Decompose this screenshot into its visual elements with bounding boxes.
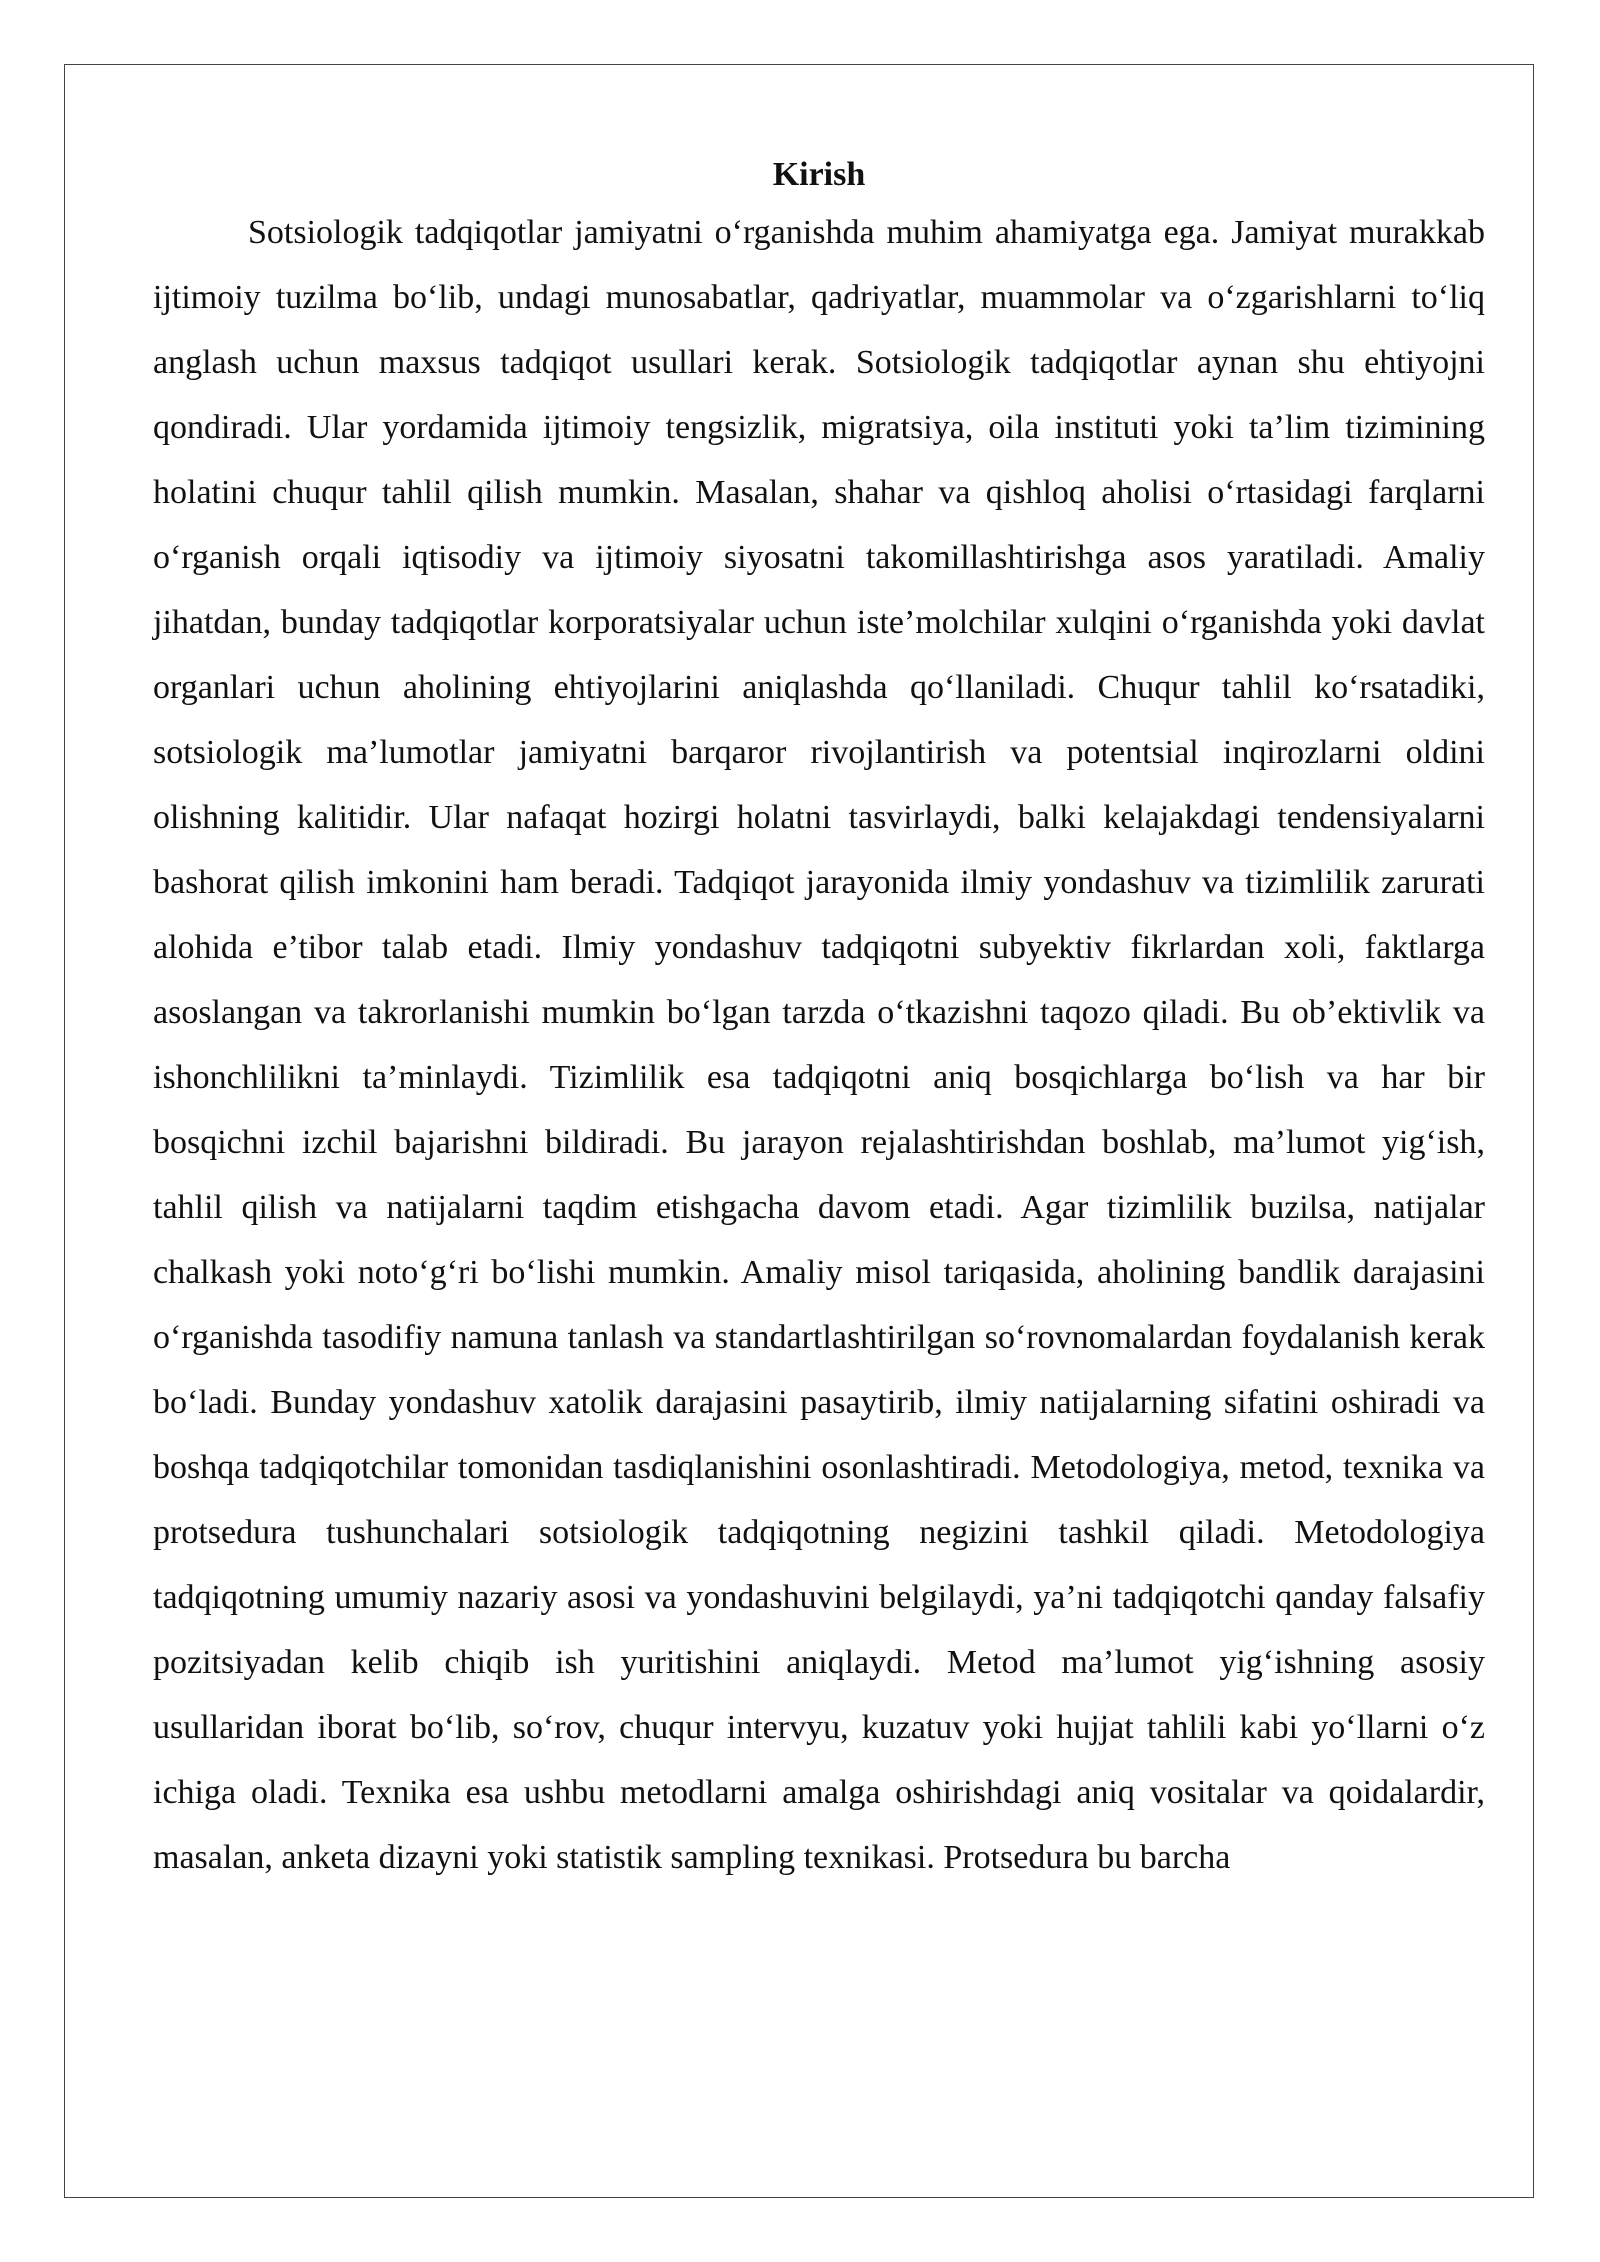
body-paragraph: Sotsiologik tadqiqotlar jamiyatni o‘rganishda muhim ahamiyatga ega. Jamiyat murakkab ijtimoiy tuzilma bo‘lib, undagi munosabatlar, qadriyatlar, muammolar va o‘zgarishlarni to‘liq anglash uchun maxsus tadqiqot usullari kerak. Sotsiologik tadqiqotlar aynan shu ehtiyojni qondiradi. Ular yordamida ijtimoiy tengsizlik, migratsiya, oila instituti yoki ta’lim tizimining holatini chuqur tahlil qilish mumkin. Masalan, shahar va qishloq aholisi o‘rtasidagi farqlarni o‘rganish orqali iqtisodiy va ijtimoiy siyosatni takomillashtirishga asos yaratiladi. Amaliy jihatdan, bunday tadqiqotlar korporatsiyalar uchun iste’molchilar xulqini o‘rganishda yoki davlat organlari uchun aholining ehtiyojlarini aniqlashda qo‘llaniladi. Chuqur tahlil ko‘rsatadiki, sotsiologik ma’lumotlar jamiyatni barqaror rivojlantirish va potentsial inqirozlarni oldini olishning kalitidir. Ular nafaqat hozirgi holatni tasvirlaydi, balki kelajakdagi tendensiyalarni bashorat qilish imkonini ham beradi. Tadqiqot jarayonida ilmiy yondashuv va tizimlilik zarurati alohida e’tibor talab etadi. Ilmiy yondashuv tadqiqotni subyektiv fikrlardan xoli, faktlarga asoslangan va takrorlanishi mumkin bo‘lgan tarzda o‘tkazishni taqozo qiladi. Bu ob’ektivlik va ishonchlilikni ta’minlaydi. Tizimlilik esa tadqiqotni aniq bosqichlarga bo‘lish va har bir bosqichni izchil bajarishni bildiradi. Bu jarayon rejalashtirishdan boshlab, ma’lumot yig‘ish, tahlil qilish va natijalarni taqdim etishgacha davom etadi. Agar tizimlilik buzilsa, natijalar chalkash yoki noto‘g‘ri bo‘lishi mumkin. Amaliy misol tariqasida, aholining bandlik darajasini o‘rganishda tasodifiy namuna tanlash va standartlashtirilgan so‘rovnomalardan foydalanish kerak bo‘ladi. Bunday yondashuv xatolik darajasini pasaytirib, ilmiy natijalarning sifatini oshiradi va boshqa tadqiqotchilar tomonidan tasdiqlanishini osonlashtiradi. Metodologiya, metod, texnika va protsedura tushunchalari sotsiologik tadqiqotning negizini tashkil qiladi. Metodologiya tadqiqotning umumiy nazariy asosi va yondashuvini belgilaydi, ya’ni tadqiqotchi qanday falsafiy pozitsiyadan kelib chiqib ish yuritishini aniqlaydi. Metod ma’lumot yig‘ishning asosiy usullaridan iborat bo‘lib, so‘rov, chuqur intervyu, kuzatuv yoki hujjat tahlili kabi yo‘llarni o‘z ichiga oladi. Texnika esa ushbu metodlarni amalga oshirishdagi aniq vositalar va qoidalardir, masalan, anketa dizayni yoki statistik sampling texnikasi. Protsedura bu barcha — [153, 214, 1485, 1876]
document-title: Kirish — [772, 156, 866, 193]
document-body — [153, 150, 1485, 1890]
